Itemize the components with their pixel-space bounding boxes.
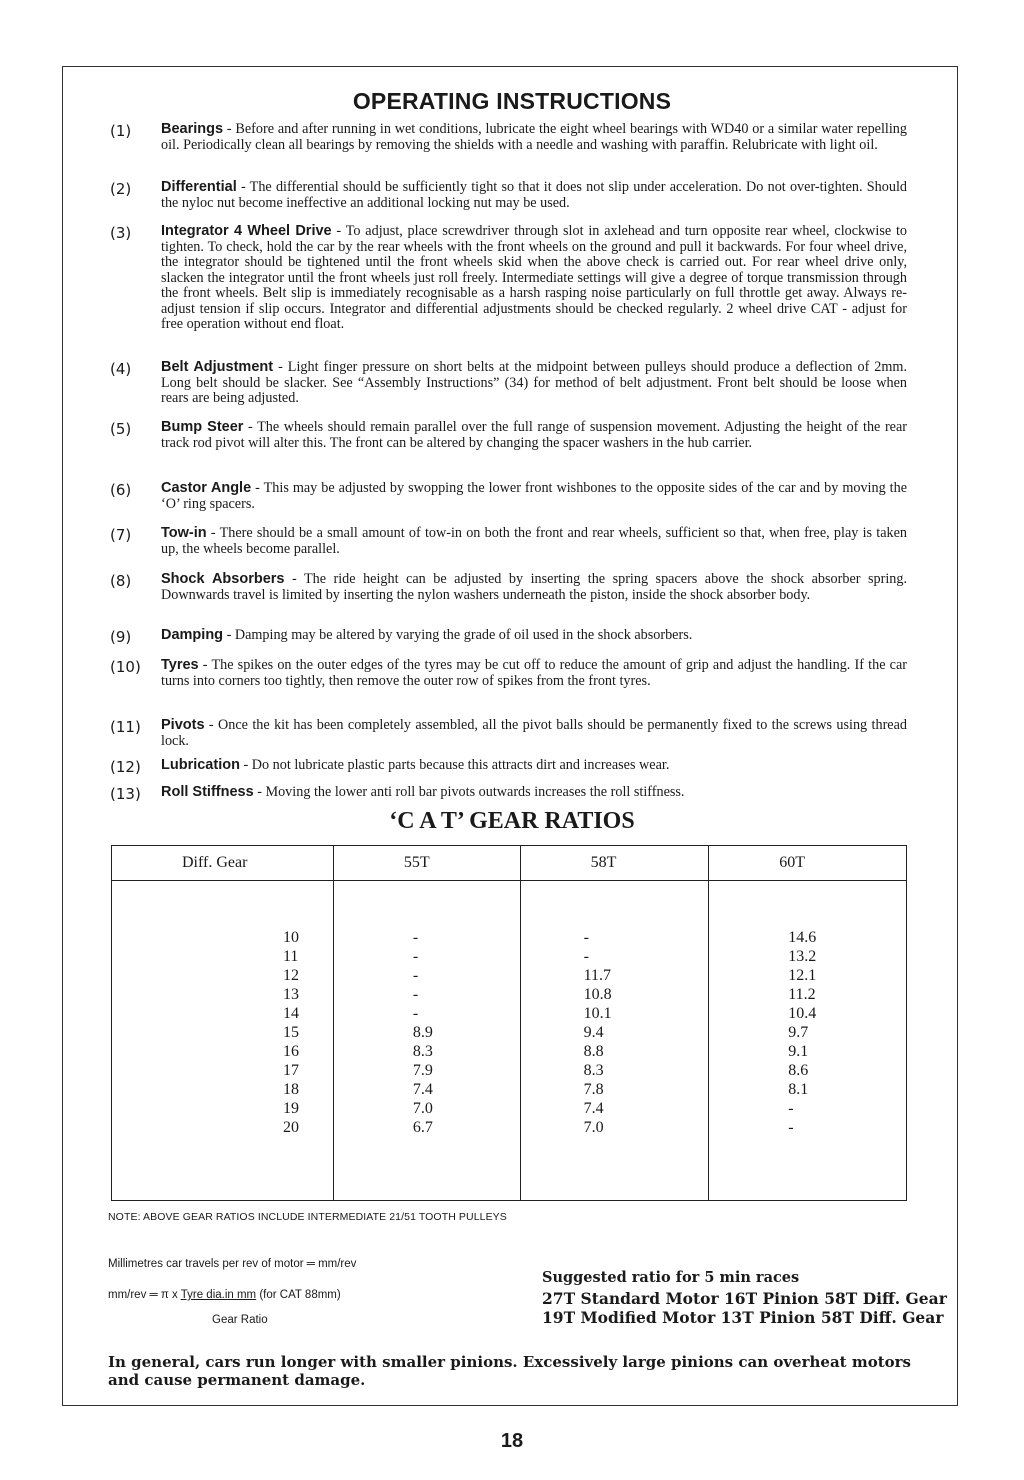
table-cell: 16: [283, 1043, 299, 1060]
item-number: (11): [110, 718, 141, 736]
item-body: - The wheels should remain parallel over the full range of suspension movement. Adjusting the height of the rear track rod pivot will alter this. The front can be altered by changing the spacer washers in the hub carrier.: [161, 419, 907, 451]
formula-numerator: Tyre dia.in mm: [180, 1289, 257, 1301]
table-cell: 9.4: [583, 1024, 604, 1041]
table-title: ‘C A T’ GEAR RATIOS: [389, 808, 635, 834]
item-body: - Do not lubricate plastic parts because this attracts dirt and increases wear.: [239, 757, 670, 773]
item-body: - The ride height can be adjusted by inserting the spring spacers above the shock absorber spring. Downwards travel is limited by inserting the nylon washers underneath the piston, inside the shock absorber body.: [161, 571, 907, 603]
item-heading: Bump Steer: [161, 419, 244, 435]
table-cell: 7.0: [583, 1119, 604, 1136]
table-cell: -: [412, 1005, 419, 1022]
table-cell: 19: [283, 1100, 299, 1117]
formula-line-2: [108, 1289, 341, 1301]
table-cell: -: [412, 967, 419, 984]
item-text: [161, 180, 907, 211]
table-cell: -: [788, 1119, 794, 1136]
item-text: [161, 572, 907, 603]
item-heading: Lubrication: [161, 757, 240, 773]
item-body: - Damping may be altered by varying the grade of oil used in the shock absorbers.: [223, 627, 693, 643]
table-cell: 11: [283, 948, 299, 965]
item-text: [161, 658, 907, 689]
suggested-line-2: 19T Modified Motor 13T Pinion 58T Diff. Gear: [542, 1308, 944, 1327]
item-number: (7): [110, 526, 132, 544]
table-cell: -: [583, 948, 589, 965]
item-heading: Belt Adjustment: [161, 359, 274, 375]
item-heading: Tyres: [161, 657, 199, 673]
formula-line-1: Millimetres car travels per rev of motor ═ mm/rev: [108, 1258, 357, 1270]
item-heading: Integrator 4 Wheel Drive: [161, 223, 332, 239]
item-number: (6): [110, 481, 132, 499]
item-text: [161, 420, 907, 451]
table-body-row: [112, 881, 907, 1201]
suggested-heading: Suggested ratio for 5 min races: [542, 1269, 800, 1286]
item-heading: Damping: [161, 627, 224, 643]
item-text: [161, 718, 907, 749]
page-number: 18: [500, 1430, 524, 1452]
table-cell: 11.7: [583, 967, 611, 984]
item-number: (13): [110, 785, 141, 803]
formula-suffix: (for CAT 88mm): [256, 1289, 341, 1301]
ratio-55t-column: [333, 881, 520, 1201]
table-cell: -: [412, 986, 419, 1003]
table-cell: 12: [283, 967, 299, 984]
item-body: - The differential should be sufficiently tight so that it does not slip under acceleration. Do not over-tighten. Should the nyloc nut become ineffective an additional locking nut may be used.: [161, 179, 907, 211]
table-cell: 8.9: [412, 1024, 433, 1041]
item-body: - This may be adjusted by swopping the lower front wishbones to the opposite sides of the car and by moving the ‘O’ ring spacers.: [161, 480, 907, 512]
table-cell: 9.7: [788, 1024, 809, 1041]
table-cell: 18: [283, 1081, 299, 1098]
item-heading: Tow-in: [161, 525, 207, 541]
item-heading: Bearings: [161, 121, 224, 137]
header-55t: 55T: [333, 846, 520, 881]
item-text: [161, 526, 907, 557]
table-cell: 9.1: [788, 1043, 809, 1060]
table-cell: 20: [283, 1119, 299, 1136]
item-body: - Before and after running in wet conditions, lubricate the eight wheel bearings with WD40 or a similar water repelling oil. Periodically clean all bearings by removing the shields with a needle and washing with paraffin. Relubricate with light oil.: [161, 121, 907, 153]
item-heading: Shock Absorbers: [161, 571, 285, 587]
formula-denominator: Gear Ratio: [212, 1314, 268, 1326]
table-cell: 6.7: [412, 1119, 433, 1136]
item-text: [161, 360, 907, 407]
item-number: (5): [110, 420, 132, 438]
item-text: [161, 122, 907, 153]
table-cell: -: [412, 948, 419, 965]
item-number: (2): [110, 180, 132, 198]
formula-prefix: mm/rev ═ π x: [108, 1289, 181, 1301]
table-cell: 10.8: [583, 986, 612, 1003]
table-cell: 15: [283, 1024, 299, 1041]
ratio-60t-column: [709, 881, 907, 1201]
table-cell: 10.4: [788, 1005, 817, 1022]
table-cell: 14: [283, 1005, 299, 1022]
item-text: [161, 758, 907, 774]
item-body: - Light finger pressure on short belts at the midpoint between pulleys should produce a deflection of 2mm. Long belt should be slacker. See “Assembly Instructions” (34) for method of belt adjustment. Front belt should be loose when rears are being adjusted.: [161, 359, 907, 406]
item-text: [161, 628, 907, 644]
table-cell: 8.3: [583, 1062, 604, 1079]
item-number: (12): [110, 758, 141, 776]
item-body: - There should be a small amount of tow-in on both the front and rear wheels, sufficient so that, when free, play is taken up, the wheels become parallel.: [161, 525, 907, 557]
item-heading: Roll Stiffness: [161, 784, 254, 800]
item-heading: Castor Angle: [161, 480, 252, 496]
table-cell: 8.1: [788, 1081, 809, 1098]
table-cell: 10.1: [583, 1005, 612, 1022]
table-cell: 8.6: [788, 1062, 809, 1079]
table-cell: 13.2: [788, 948, 817, 965]
item-heading: Differential: [161, 179, 237, 195]
item-number: (3): [110, 224, 132, 242]
header-60t: 60T: [709, 846, 907, 881]
page-title: OPERATING INSTRUCTIONS: [352, 88, 672, 114]
item-text: [161, 224, 907, 333]
table-cell: 7.0: [412, 1100, 433, 1117]
table-cell: 13: [283, 986, 299, 1003]
table-cell: 7.4: [583, 1100, 604, 1117]
table-cell: -: [412, 929, 419, 946]
item-text: [161, 481, 907, 512]
diff-gear-column: [112, 881, 334, 1201]
table-cell: 8.3: [412, 1043, 433, 1060]
suggested-line-1: 27T Standard Motor 16T Pinion 58T Diff. Gear: [542, 1289, 947, 1308]
item-text: [161, 785, 907, 801]
table-header-row: [112, 846, 907, 881]
table-cell: 10: [283, 929, 299, 946]
ratio-58t-column: [520, 881, 709, 1201]
item-heading: Pivots: [161, 717, 205, 733]
table-cell: 17: [283, 1062, 299, 1079]
item-number: (8): [110, 572, 132, 590]
item-body: - To adjust, place screwdriver through slot in axlehead and turn opposite rear wheel, clockwise to tighten. To check, hold the car by the rear wheels with the front wheels on the ground and pull it backwards. For four wheel drive, the integrator should be tightened until the front wheels skid when the above check is carried out. For rear wheel drive only, slacken the integrator until the front wheels just roll freely. Intermediate settings will give a degree of torque transmission through the front wheels. Belt slip is immediately recognisable as a harsh rasping noise particularly on full throttle get away. Always re-adjust tension if slip occurs. Integrator and differential adjustments should be checked regularly. 2 wheel drive CAT - adjust for free operation without end float.: [161, 223, 907, 332]
item-number: (1): [110, 122, 132, 140]
table-cell: 7.8: [583, 1081, 604, 1098]
header-diff-gear: Diff. Gear: [112, 846, 334, 881]
gear-ratio-table: [111, 845, 907, 1201]
table-cell: -: [583, 929, 589, 946]
item-body: - Moving the lower anti roll bar pivots outwards increases the roll stiffness.: [253, 784, 685, 800]
table-cell: -: [788, 1100, 794, 1117]
item-number: (4): [110, 360, 132, 378]
item-number: (10): [110, 658, 141, 676]
footer-note: In general, cars run longer with smaller pinions. Excessively large pinions can overheat motors and cause permanent damage.: [108, 1353, 911, 1389]
table-cell: 14.6: [788, 929, 817, 946]
table-cell: 7.9: [412, 1062, 433, 1079]
item-body: - Once the kit has been completely assembled, all the pivot balls should be permanently fixed to the screws using thread lock.: [161, 717, 907, 749]
table-cell: 7.4: [412, 1081, 433, 1098]
table-cell: 8.8: [583, 1043, 604, 1060]
header-58t: 58T: [520, 846, 709, 881]
item-number: (9): [110, 628, 132, 646]
item-body: - The spikes on the outer edges of the tyres may be cut off to reduce the amount of grip and adjust the handling. If the car turns into corners too tightly, then remove the outer row of spikes from the front tyres.: [161, 657, 907, 689]
table-cell: 11.2: [788, 986, 816, 1003]
table-note: NOTE: ABOVE GEAR RATIOS INCLUDE INTERMEDIATE 21/51 TOOTH PULLEYS: [108, 1211, 507, 1223]
table-cell: 12.1: [788, 967, 817, 984]
